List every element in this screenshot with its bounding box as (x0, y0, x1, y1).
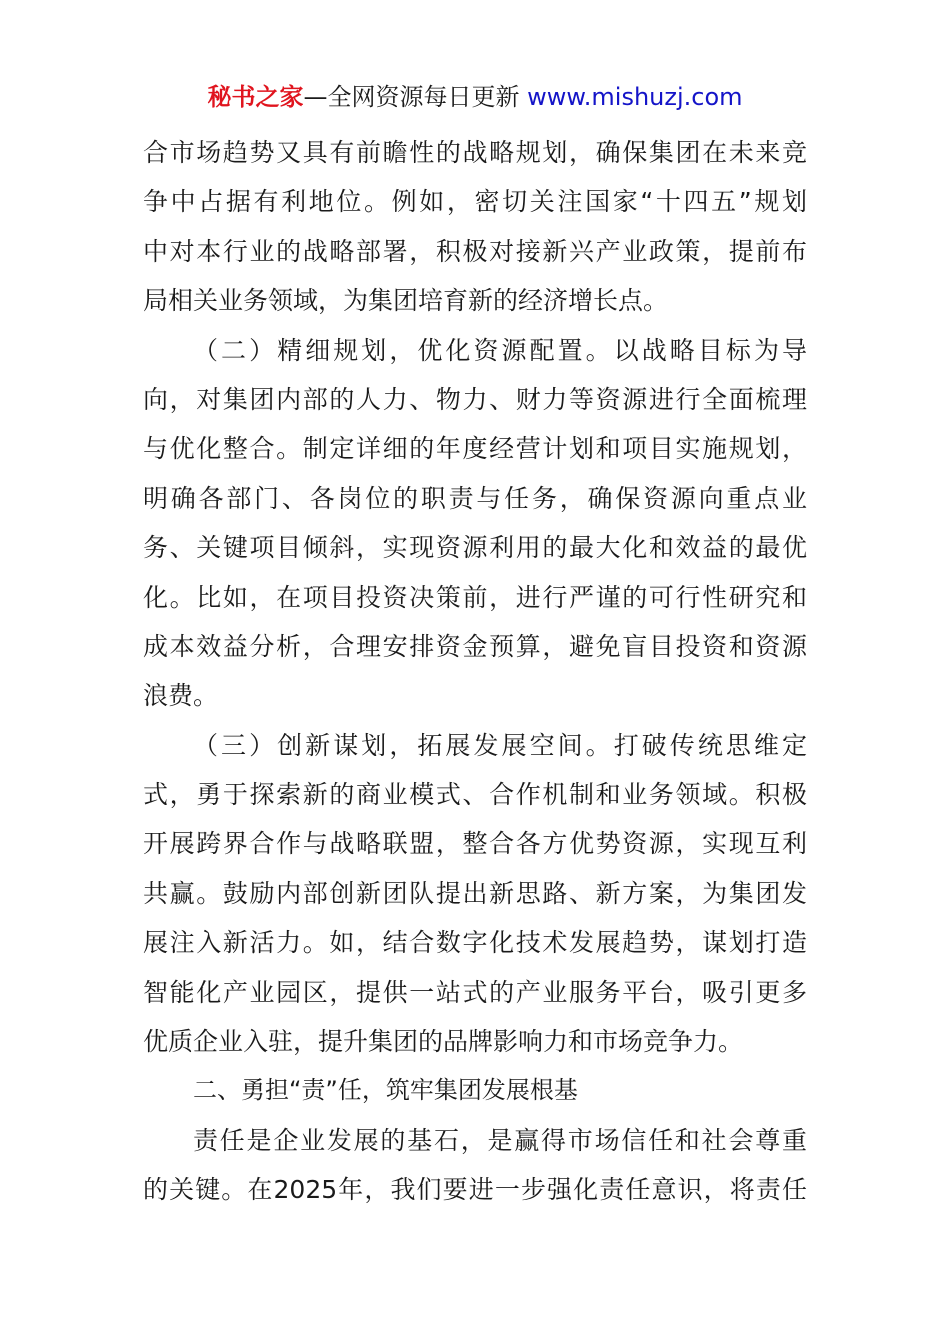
body-line: 化。比如，在项目投资决策前，进行严谨的可行性研究和 (143, 582, 807, 612)
body-line: 明确各部门、各岗位的职责与任务，确保资源向重点业 (143, 483, 807, 513)
body-line: 责任是企业发展的基石，是赢得市场信任和社会尊重 (193, 1125, 807, 1155)
body-line: 向，对集团内部的人力、物力、财力等资源进行全面梳理 (143, 384, 807, 414)
body-line: 中对本行业的战略部署，积极对接新兴产业政策，提前布 (143, 236, 807, 266)
body-line: 展注入新活力。如，结合数字化技术发展趋势，谋划打造 (143, 928, 807, 958)
body-line: 与优化整合。制定详细的年度经营计划和项目实施规划， (143, 434, 807, 464)
site-url-link[interactable]: www.mishuzj.com (527, 83, 743, 111)
body-line: 式，勇于探索新的商业模式、合作机制和业务领域。积极 (143, 780, 807, 810)
body-line: 争中占据有利地位。例如，密切关注国家“十四五”规划 (143, 187, 807, 217)
site-brand: 秘书之家 (207, 83, 304, 111)
body-line: 优质企业入驻，提升集团的品牌影响力和市场竞争力。 (143, 1027, 744, 1057)
body-line: 的关键。在2025年，我们要进一步强化责任意识，将责任 (143, 1175, 807, 1205)
document-body (143, 128, 807, 1215)
body-line: 浪费。 (143, 681, 219, 711)
body-line: 开展跨界合作与战略联盟，整合各方优势资源，实现互利 (143, 829, 807, 859)
site-header (0, 80, 950, 114)
section-heading-line: （三）创新谋划，拓展发展空间。打破传统思维定 (193, 730, 807, 760)
body-line: 智能化产业园区，提供一站式的产业服务平台，吸引更多 (143, 977, 807, 1007)
body-line: 共赢。鼓励内部创新团队提出新思路、新方案，为集团发 (143, 878, 807, 908)
body-line: 务、关键项目倾斜，实现资源利用的最大化和效益的最优 (143, 533, 807, 563)
body-line: 局相关业务领域，为集团培育新的经济增长点。 (143, 286, 669, 316)
body-line: 成本效益分析，合理安排资金预算，避免盲目投资和资源 (143, 631, 807, 661)
section-heading-line: （二）精细规划，优化资源配置。以战略目标为导 (193, 335, 807, 365)
body-line: 合市场趋势又具有前瞻性的战略规划，确保集团在未来竞 (143, 138, 807, 167)
chapter-heading: 二、勇担“责”任，筑牢集团发展根基 (193, 1076, 578, 1105)
site-slogan: —全网资源每日更新 (303, 83, 520, 111)
